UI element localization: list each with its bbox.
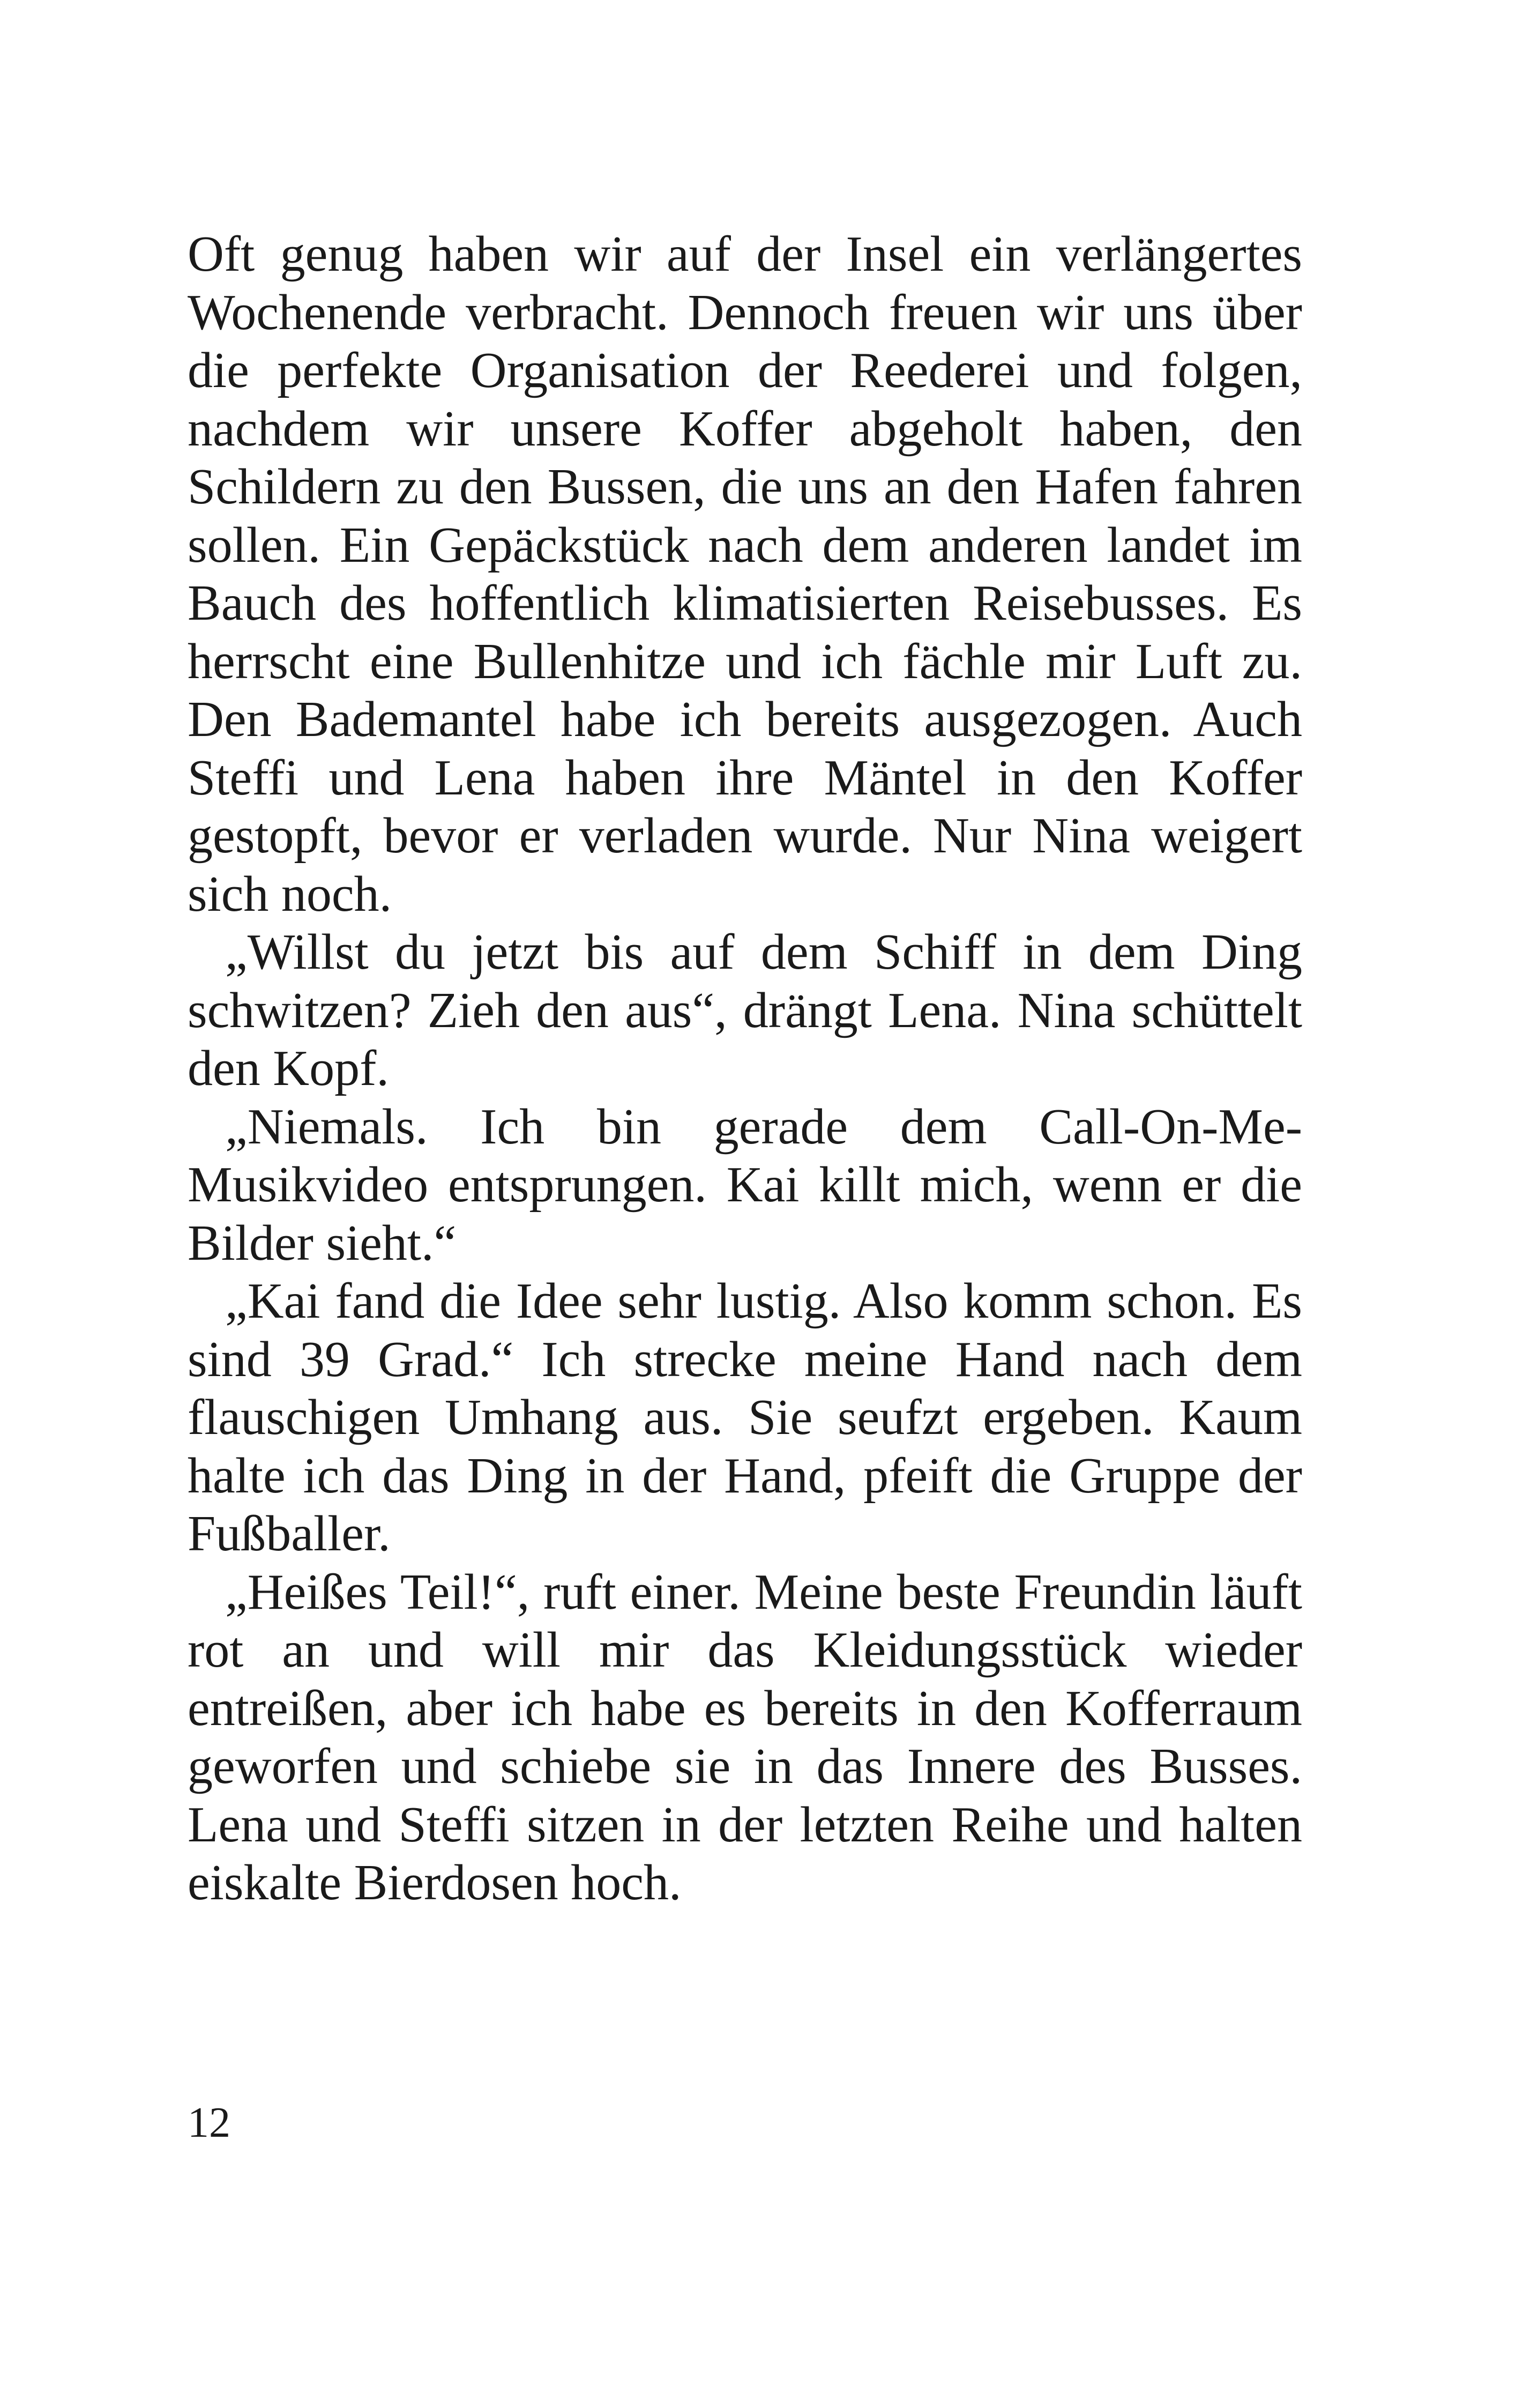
paragraph: „Willst du jetzt bis auf dem Schiff in dem Ding schwitzen? Zieh den aus“, drängt Lena. Nina schüttelt den Kopf. bbox=[188, 924, 1302, 1096]
body-text bbox=[188, 225, 1302, 1912]
paragraph: „Kai fand die Idee sehr lustig. Also komm schon. Es sind 39 Grad.“ Ich strecke meine Hand nach dem flauschigen Umhang aus. Sie seufzt ergeben. Kaum halte ich das Ding in der Hand, pfeift die Gruppe der Fußballer. bbox=[188, 1273, 1302, 1562]
paragraph: „Niemals. Ich bin gerade dem Call-On-Me-Musikvideo entsprungen. Kai killt mich, wenn er die Bilder sieht.“ bbox=[188, 1098, 1302, 1271]
page-number: 12 bbox=[188, 2099, 230, 2146]
paragraph: Oft genug haben wir auf der Insel ein verlängertes Wochenende verbracht. Dennoch freuen wir uns über die perfekte Organisation der Reederei und folgen, nachdem wir unsere Koffer abgeholt haben, den Schildern zu den Bussen, die uns an den Hafen fahren sollen. Ein Gepäckstück nach dem anderen landet im Bauch des hoffentlich klimatisierten Reisebusses. Es herrscht eine Bullenhitze und ich fächle mir Luft zu. Den Bademantel habe ich bereits ausgezogen. Auch Steffi und Lena haben ihre Mäntel in den Koffer gestopft, bevor er verladen wurde. Nur Nina weigert sich noch. bbox=[188, 226, 1302, 922]
paragraph: „Heißes Teil!“, ruft einer. Meine beste Freundin läuft rot an und will mir das Kleidungsstück wieder entreißen, aber ich habe es bereits in den Kofferraum geworfen und schiebe sie in das Innere des Busses. Lena und Steffi sitzen in der letzten Reihe und halten eiskalte Bierdosen hoch. bbox=[188, 1564, 1302, 1911]
